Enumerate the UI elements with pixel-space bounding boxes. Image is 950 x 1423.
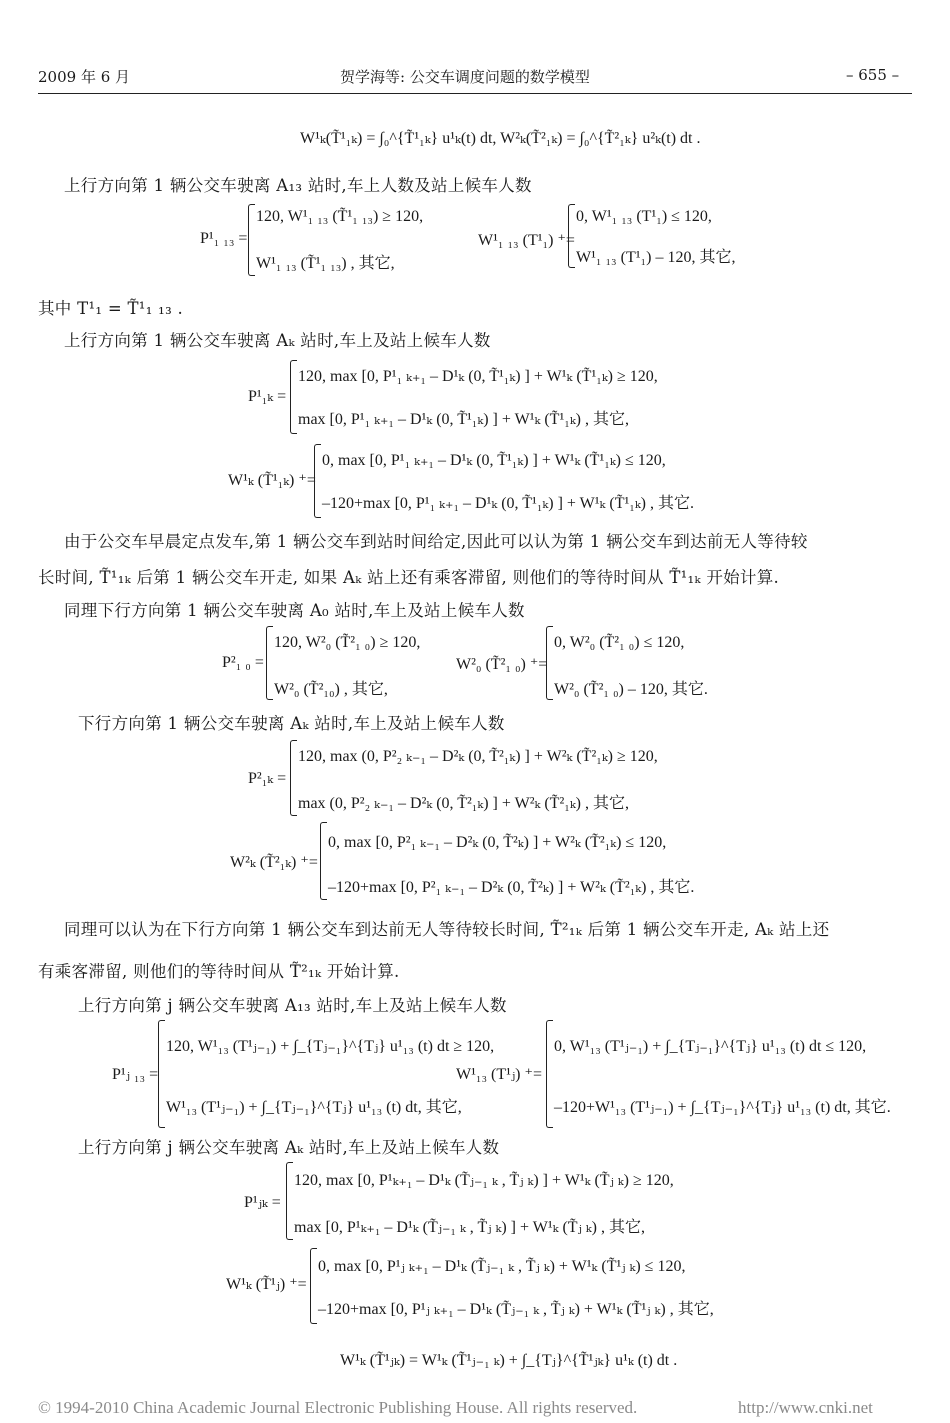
equation-1-lhs-p: P¹₁ ₁₃ = xyxy=(200,230,248,247)
equation-2-case-2: max [0, P¹₁ ₖ₊₁ – D¹ₖ (0, T̃¹₁ₖ) ] + W¹ₖ (T̃¹₁ₖ) , 其它, xyxy=(298,411,629,428)
equation-7-lhs-p: P¹ⱼ ₁₃ = xyxy=(112,1066,159,1083)
paragraph-down-wait-b: 有乘客滞留, 则他们的等待时间从 T̃²₁ₖ 开始计算. xyxy=(38,962,400,981)
equation-7-case-b2: –120+W¹₁₃ (T¹ⱼ₋₁) + ∫_{Tⱼ₋₁}^{Tⱼ} u¹₁₃ (t) dt, 其它. xyxy=(554,1099,891,1116)
equation-6-brace xyxy=(320,822,327,900)
equation-5-brace xyxy=(290,740,297,816)
equation-8-lhs: P¹ⱼₖ = xyxy=(244,1194,281,1211)
footer-url[interactable]: http://www.cnki.net xyxy=(738,1398,873,1417)
equation-w-definition: W¹ₖ(T̃¹₁ₖ) = ∫₀^{T̃¹₁ₖ} u¹ₖ(t) dt, W²ₖ(T̃²₁ₖ) = ∫₀^{T̃²₁ₖ} u²ₖ(t) dt . xyxy=(300,130,701,147)
paragraph-up-j-a13: 上行方向第 j 辆公交车驶离 A₁₃ 站时,车上及站上候车人数 xyxy=(78,996,507,1015)
paragraph-where: 其中 T¹₁ = T̃¹₁ ₁₃ . xyxy=(38,299,184,318)
equation-4-case-a1: 120, W²₀ (T̃²₁ ₀) ≥ 120, xyxy=(274,634,421,651)
equation-3-case-2: –120+max [0, P¹₁ ₖ₊₁ – D¹ₖ (0, T̃¹₁ₖ) ] + W¹ₖ (T̃¹₁ₖ) , 其它. xyxy=(322,495,695,512)
equation-3-brace xyxy=(314,444,321,518)
paragraph-up-first-a13: 上行方向第 1 辆公交车驶离 A₁₃ 站时,车上人数及站上候车人数 xyxy=(64,176,532,195)
equation-1-brace-a xyxy=(248,204,255,276)
equation-5-case-1: 120, max (0, P²₂ ₖ₋₁ – D²ₖ (0, T̃²₁ₖ) ] + W²ₖ (T̃²₁ₖ) ≥ 120, xyxy=(298,748,658,765)
equation-8-brace xyxy=(286,1162,293,1240)
equation-1-case-a2: W¹₁ ₁₃ (T̃¹₁ ₁₃) , 其它, xyxy=(256,255,395,272)
header-title: 贺学海等: 公交车调度问题的数学模型 xyxy=(340,68,590,86)
equation-5-lhs: P²₁ₖ = xyxy=(248,770,287,787)
equation-2-brace xyxy=(290,360,297,434)
equation-4-case-a2: W²₀ (T̃²₁₀) , 其它, xyxy=(274,681,388,698)
equation-7-brace-a xyxy=(158,1020,165,1128)
paragraph-morning-b: 长时间, T̃¹₁ₖ 后第 1 辆公交车开走, 如果 Aₖ 站上还有乘客滞留, 则他们的等待时间从 T̃¹₁ₖ 开始计算. xyxy=(38,568,780,587)
equation-9-case-2: –120+max [0, P¹ⱼ ₖ₊₁ – D¹ₖ (T̃ⱼ₋₁ ₖ , T̃ⱼ ₖ) + W¹ₖ (T̃¹ⱼ ₖ) , 其它, xyxy=(318,1301,714,1318)
equation-7-case-a1: 120, W¹₁₃ (T¹ⱼ₋₁) + ∫_{Tⱼ₋₁}^{Tⱼ} u¹₁₃ (t) dt ≥ 120, xyxy=(166,1038,495,1055)
equation-2-lhs: P¹₁ₖ = xyxy=(248,388,287,405)
equation-7-case-a2: W¹₁₃ (T¹ⱼ₋₁) + ∫_{Tⱼ₋₁}^{Tⱼ} u¹₁₃ (t) dt, 其它, xyxy=(166,1099,462,1116)
equation-4-case-b1: 0, W²₀ (T̃²₁ ₀) ≤ 120, xyxy=(554,634,685,651)
equation-4-lhs-w: W²₀ (T̃²₁ ₀) ⁺= xyxy=(456,656,548,673)
equation-6-case-1: 0, max [0, P²₁ ₖ₋₁ – D²ₖ (0, T̃²ₖ) ] + W²ₖ (T̃²₁ₖ) ≤ 120, xyxy=(328,834,667,851)
header-rule xyxy=(38,93,912,94)
equation-4-case-b2: W²₀ (T̃²₁ ₀) – 120, 其它. xyxy=(554,681,708,698)
equation-7-brace-b xyxy=(546,1020,553,1128)
equation-5-case-2: max (0, P²₂ ₖ₋₁ – D²ₖ (0, T̃²₁ₖ) ] + W²ₖ (T̃²₁ₖ) , 其它, xyxy=(298,795,629,812)
page-number: – 655 – xyxy=(846,66,900,84)
header-date: 2009 年 6 月 xyxy=(38,68,131,86)
equation-6-lhs: W²ₖ (T̃²₁ₖ) ⁺= xyxy=(230,854,318,871)
equation-10: W¹ₖ (T̃¹ⱼₖ) = W¹ₖ (T̃¹ⱼ₋₁ ₖ) + ∫_{Tⱼ}^{T̃¹ⱼₖ} u¹ₖ (t) dt . xyxy=(340,1352,678,1369)
equation-8-case-1: 120, max [0, P¹ₖ₊₁ – D¹ₖ (T̃ⱼ₋₁ ₖ , T̃ⱼ ₖ) ] + W¹ₖ (T̃ⱼ ₖ) ≥ 120, xyxy=(294,1172,674,1189)
paragraph-down-first-ak: 下行方向第 1 辆公交车驶离 Aₖ 站时,车上及站上候车人数 xyxy=(78,714,505,733)
equation-1-brace-b xyxy=(568,204,575,268)
equation-9-case-1: 0, max [0, P¹ⱼ ₖ₊₁ – D¹ₖ (T̃ⱼ₋₁ ₖ , T̃ⱼ ₖ) + W¹ₖ (T̃¹ⱼ ₖ) ≤ 120, xyxy=(318,1258,686,1275)
paragraph-down-wait-a: 同理可以认为在下行方向第 1 辆公交车到达前无人等待较长时间, T̃²₁ₖ 后第 1 辆公交车开走, Aₖ 站上还 xyxy=(64,920,830,939)
equation-7-lhs-w: W¹₁₃ (T¹ⱼ) ⁺= xyxy=(456,1066,542,1083)
equation-1-case-a1: 120, W¹₁ ₁₃ (T̃¹₁ ₁₃) ≥ 120, xyxy=(256,208,424,225)
paragraph-up-first-ak: 上行方向第 1 辆公交车驶离 Aₖ 站时,车上及站上候车人数 xyxy=(64,331,491,350)
equation-2-case-1: 120, max [0, P¹₁ ₖ₊₁ – D¹ₖ (0, T̃¹₁ₖ) ] + W¹ₖ (T̃¹₁ₖ) ≥ 120, xyxy=(298,368,658,385)
paragraph-morning-a: 由于公交车早晨定点发车,第 1 辆公交车到站时间给定,因此可以认为第 1 辆公交车到达前无人等待较 xyxy=(64,532,808,551)
equation-9-brace xyxy=(310,1248,317,1324)
equation-4-lhs-p: P²₁ ₀ = xyxy=(222,654,264,671)
footer-copyright: © 1994-2010 China Academic Journal Electronic Publishing House. All rights reserved. xyxy=(38,1398,638,1417)
equation-1-case-b2: W¹₁ ₁₃ (T¹₁) – 120, 其它, xyxy=(576,249,736,266)
equation-6-case-2: –120+max [0, P²₁ ₖ₋₁ – D²ₖ (0, T̃²ₖ) ] + W²ₖ (T̃²₁ₖ) , 其它. xyxy=(328,879,695,896)
paragraph-up-j-ak: 上行方向第 j 辆公交车驶离 Aₖ 站时,车上及站上候车人数 xyxy=(78,1138,500,1157)
equation-3-case-1: 0, max [0, P¹₁ ₖ₊₁ – D¹ₖ (0, T̃¹₁ₖ) ] + W¹ₖ (T̃¹₁ₖ) ≤ 120, xyxy=(322,452,666,469)
equation-3-lhs: W¹ₖ (T̃¹₁ₖ) ⁺= xyxy=(228,472,316,489)
equation-1-lhs-w: W¹₁ ₁₃ (T¹₁) ⁺= xyxy=(478,232,575,249)
equation-9-lhs: W¹ₖ (T̃¹ⱼ) ⁺= xyxy=(226,1276,307,1293)
equation-4-brace-a xyxy=(266,626,273,700)
paragraph-down-first-a0: 同理下行方向第 1 辆公交车驶离 A₀ 站时,车上及站上候车人数 xyxy=(64,601,525,620)
equation-4-brace-b xyxy=(546,626,553,700)
equation-7-case-b1: 0, W¹₁₃ (T¹ⱼ₋₁) + ∫_{Tⱼ₋₁}^{Tⱼ} u¹₁₃ (t) dt ≤ 120, xyxy=(554,1038,867,1055)
equation-1-case-b1: 0, W¹₁ ₁₃ (T¹₁) ≤ 120, xyxy=(576,208,712,225)
equation-8-case-2: max [0, P¹ₖ₊₁ – D¹ₖ (T̃ⱼ₋₁ ₖ , T̃ⱼ ₖ) ] + W¹ₖ (T̃ⱼ ₖ) , 其它, xyxy=(294,1219,645,1236)
